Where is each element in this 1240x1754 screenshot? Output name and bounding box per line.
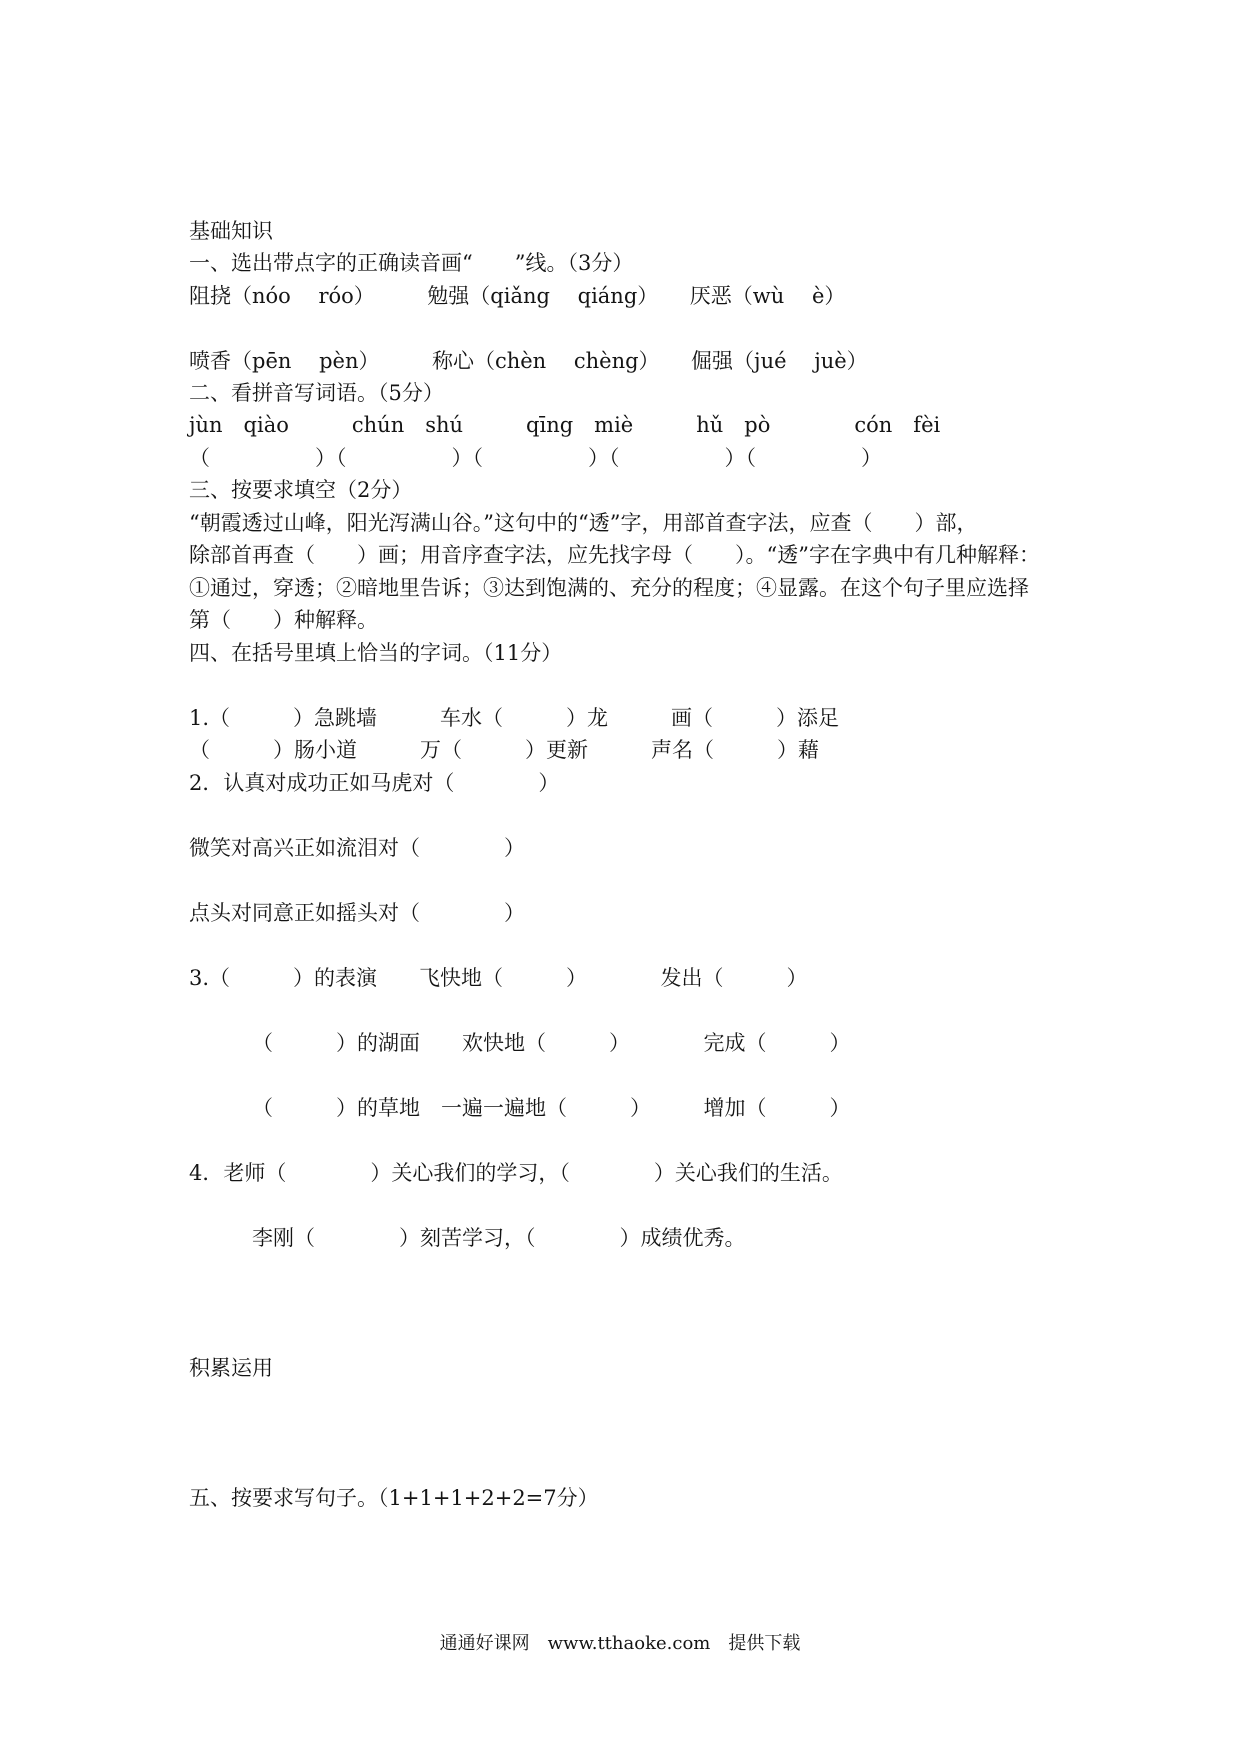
question-4-part-2-row-1: 2．认真对成功正如马虎对（ ） bbox=[189, 771, 560, 795]
question-3-text-line-4: 第（ ）种解释。 bbox=[189, 608, 378, 632]
question-4-part-3-row-1: 3.（ ）的表演 飞快地（ ） 发出（ ） bbox=[189, 966, 808, 990]
question-4-part-4-row-2: 李刚（ ）刻苦学习，（ ）成绩优秀。 bbox=[252, 1226, 746, 1250]
question-2-pinyin-row: jùn qiào chún shú qīng miè hǔ pò cón fèi bbox=[189, 413, 941, 437]
section-heading-accumulation: 积累运用 bbox=[189, 1356, 273, 1380]
section-heading-basics: 基础知识 bbox=[189, 219, 273, 243]
question-2-title: 二、看拼音写词语。（5分） bbox=[189, 381, 444, 405]
question-3-title: 三、按要求填空（2分） bbox=[189, 478, 413, 502]
question-3-text-line-3: ①通过，穿透；②暗地里告诉；③达到饱满的、充分的程度；④显露。在这个句子里应选择 bbox=[189, 576, 1029, 600]
question-4-part-4-row-1: 4．老师（ ）关心我们的学习，（ ）关心我们的生活。 bbox=[189, 1161, 843, 1185]
question-4-part-3-row-2: （ ）的湖面 欢快地（ ） 完成（ ） bbox=[252, 1031, 851, 1055]
question-3-text-line-2: 除部首再查（ ）画；用音序查字法，应先找字母（ ）。“透”字在字典中有几种解释： bbox=[189, 543, 1040, 567]
question-4-part-3-row-3: （ ）的草地 一遍一遍地（ ） 增加（ ） bbox=[252, 1096, 851, 1120]
question-4-part-1-row-2: （ ）肠小道 万（ ）更新 声名（ ）藉 bbox=[189, 738, 819, 762]
question-1-title: 一、选出带点字的正确读音画“ ”线。（3分） bbox=[189, 251, 634, 275]
question-4-part-1-row-1: 1.（ ）急跳墙 车水（ ）龙 画（ ）添足 bbox=[189, 706, 840, 730]
question-1-options-row-2: 喷香（pēn pèn） 称心（chèn chèng） 倔强（jué juè） bbox=[189, 349, 868, 373]
question-2-answer-brackets: （ ）（ ）（ ）（ ）（ ） bbox=[189, 446, 882, 470]
page-footer: 通通好课网 www.tthaoke.com 提供下载 bbox=[439, 1633, 801, 1654]
question-5-title: 五、按要求写句子。（1+1+1+2+2=7分） bbox=[189, 1486, 599, 1510]
question-4-part-2-row-3: 点头对同意正如摇头对（ ） bbox=[189, 901, 525, 925]
question-4-title: 四、在括号里填上恰当的字词。（11分） bbox=[189, 641, 563, 665]
question-4-part-2-row-2: 微笑对高兴正如流泪对（ ） bbox=[189, 836, 525, 860]
question-1-options-row-1: 阻挠（nóo róo） 勉强（qiǎng qiáng） 厌恶（wù è） bbox=[189, 284, 846, 308]
question-3-text-line-1: “朝霞透过山峰，阳光泻满山谷。”这句中的“透”字，用部首查字法，应查（ ）部， bbox=[189, 511, 978, 535]
